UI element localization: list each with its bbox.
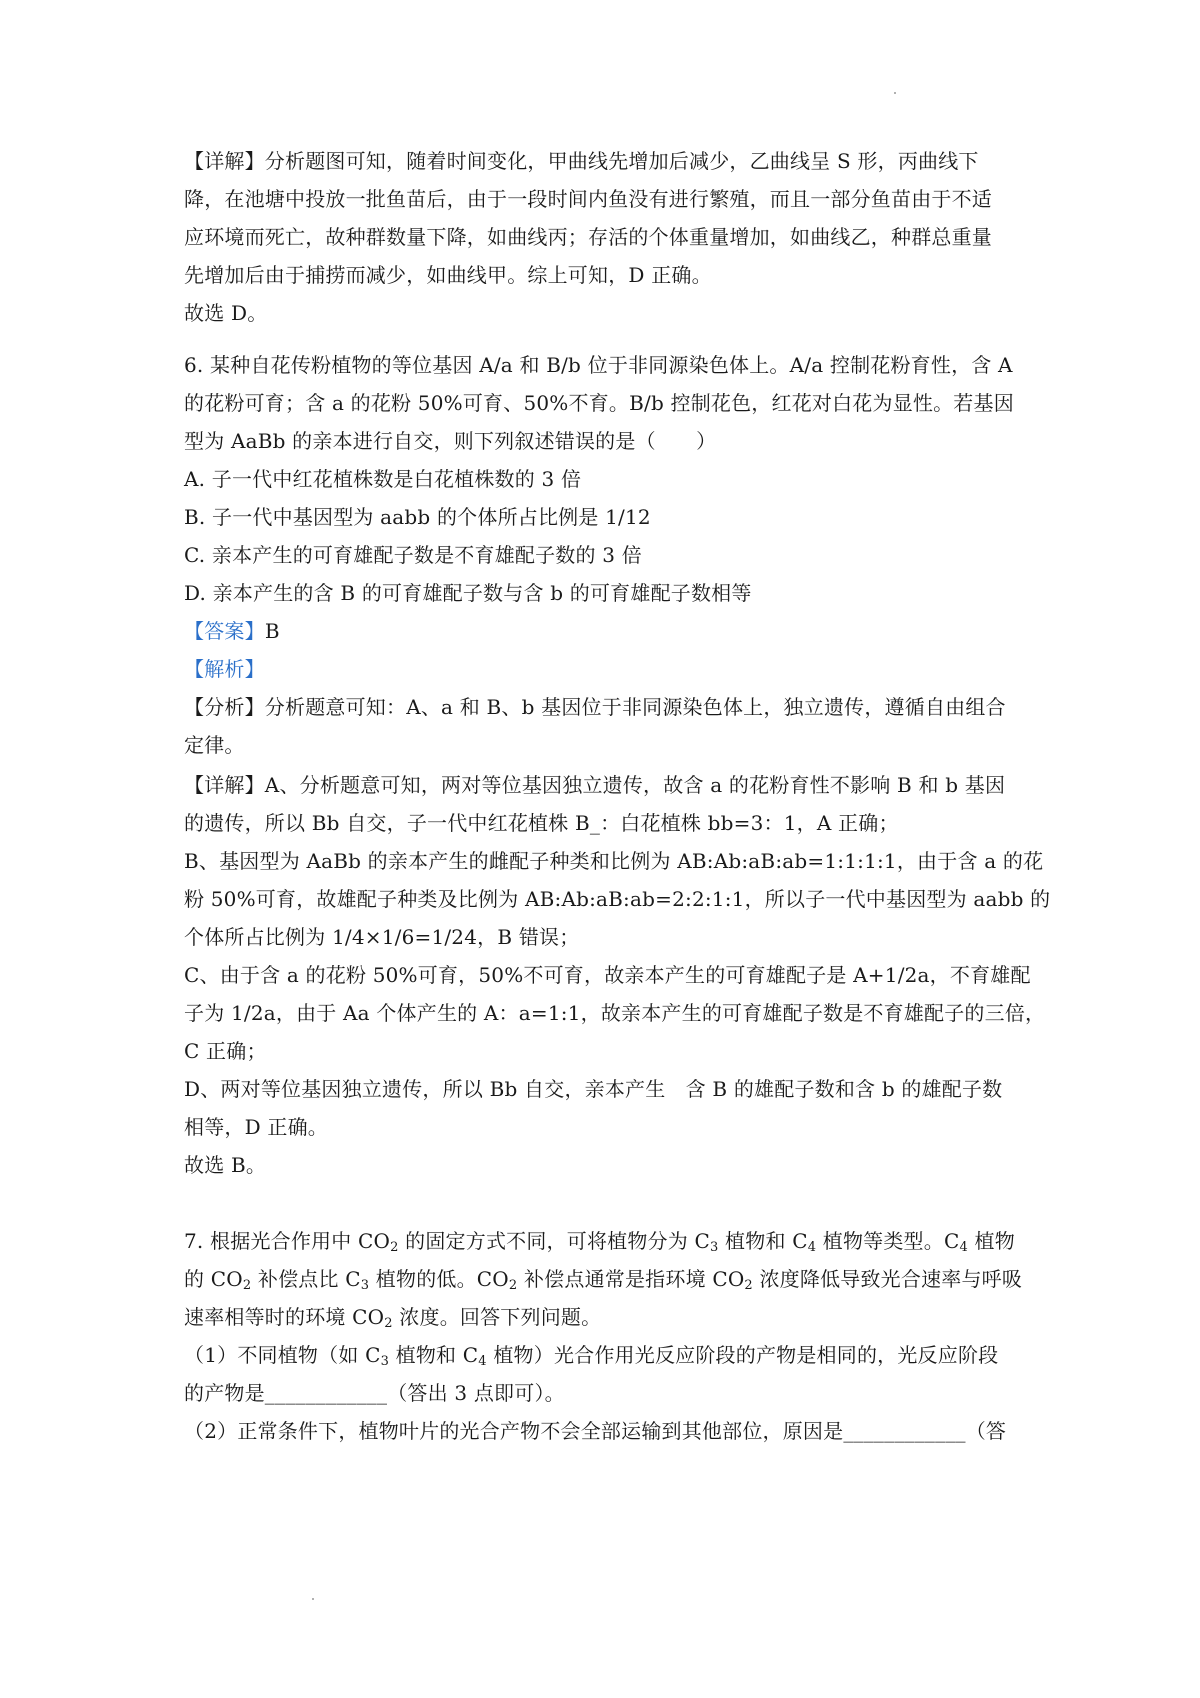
question-7-stem: 的 $CO_2$ 补偿点比 $C_3$ 植物的低。$CO_2$ 补偿点通常是指环境 $CO_2$ 浓度降低导致光合速率与呼吸 — [184, 1267, 1023, 1293]
analysis-line: 定律。 — [184, 733, 245, 757]
detail-line: D、两对等位基因独立遗传，所以 Bb 自交，亲本产生 含 B 的雄配子数和含 b 的雄配子数 — [184, 1077, 1003, 1101]
answer-tag: 【答案】 — [184, 619, 265, 643]
detail-line: 粉 50%可育，故雄配子种类及比例为 AB:Ab:aB:ab=2:2:1:1，所以子一代中基因型为 aabb 的 — [184, 887, 1051, 911]
option-a: A. 子一代中红花植株数是白花植株数的 3 倍 — [184, 467, 582, 491]
detail-line: 【详解】分析题图可知，随着时间变化，甲曲线先增加后减少，乙曲线呈 S 形，丙曲线下 — [184, 149, 979, 173]
question-7-part-1: （1）不同植物（如 $C_3$ 植物和 $C_4$ 植物）光合作用光反应阶段的产物是相同的，光反应阶段 — [184, 1343, 999, 1369]
answer-line — [184, 618, 280, 644]
detail-line: 先增加后由于捕捞而减少，如曲线甲。综上可知，D 正确。 — [184, 263, 712, 287]
question-7-part-1: 的产物是____________（答出 3 点即可）。 — [184, 1381, 565, 1405]
detail-line: C 正确； — [184, 1039, 267, 1063]
detail-line: 相等，D 正确。 — [184, 1115, 328, 1139]
answer-value: B — [264, 619, 280, 643]
question-6-stem: 型为 AaBb 的亲本进行自交，则下列叙述错误的是（ ） — [184, 429, 717, 453]
detail-line: 【详解】A、分析题意可知，两对等位基因独立遗传，故含 a 的花粉育性不影响 B 和 b 基因 — [184, 773, 1006, 797]
scan-speck — [894, 92, 896, 94]
question-7-stem: 7. 根据光合作用中 $CO_2$ 的固定方式不同，可将植物分为 $C_3$ 植物和 $C_4$ 植物等类型。$C_4$ 植物 — [184, 1229, 1015, 1255]
detail-line: 应环境而死亡，故种群数量下降，如曲线丙；存活的个体重量增加，如曲线乙，种群总重量 — [184, 225, 992, 249]
analysis-tag: 【解析】 — [184, 657, 265, 681]
question-7-part-2: （2）正常条件下，植物叶片的光合产物不会全部运输到其他部位，原因是____________（答 — [184, 1419, 1007, 1443]
detail-line: B、基因型为 AaBb 的亲本产生的雌配子种类和比例为 AB:Ab:aB:ab=1:1:1:1，由于含 a 的花 — [184, 849, 1044, 873]
analysis-line: 【分析】分析题意可知：A、a 和 B、b 基因位于非同源染色体上，独立遗传，遵循自由组合 — [184, 695, 1006, 719]
detail-line: 降，在池塘中投放一批鱼苗后，由于一段时间内鱼没有进行繁殖，而且一部分鱼苗由于不适 — [184, 187, 992, 211]
option-b: B. 子一代中基因型为 aabb 的个体所占比例是 1/12 — [184, 505, 651, 529]
detail-line: 的遗传，所以 Bb 自交，子一代中红花植株 B_：白花植株 bb=3：1，A 正确； — [184, 811, 899, 835]
question-6-stem: 6. 某种自花传粉植物的等位基因 A/a 和 B/b 位于非同源染色体上。A/a 控制花粉育性，含 A — [184, 353, 1013, 377]
detail-line: 个体所占比例为 1/4×1/6=1/24，B 错误； — [184, 925, 580, 949]
question-7-stem: 速率相等时的环境 $CO_2$ 浓度。回答下列问题。 — [184, 1305, 602, 1331]
detail-line: 子为 1/2a，由于 Aa 个体产生的 A：a=1:1，故亲本产生的可育雄配子数是不育雄配子的三倍， — [184, 1001, 1046, 1025]
conclusion-line: 故选 B。 — [184, 1153, 267, 1177]
option-d: D. 亲本产生的含 B 的可育雄配子数与含 b 的可育雄配子数相等 — [184, 581, 752, 605]
conclusion-line: 故选 D。 — [184, 301, 268, 325]
option-c: C. 亲本产生的可育雄配子数是不育雄配子数的 3 倍 — [184, 543, 642, 567]
detail-line: C、由于含 a 的花粉 50%可育，50%不可育，故亲本产生的可育雄配子是 A+1/2a，不育雄配 — [184, 963, 1031, 987]
question-6-stem: 的花粉可育；含 a 的花粉 50%可育、50%不育。B/b 控制花色，红花对白花为显性。若基因 — [184, 391, 1014, 415]
scan-speck — [312, 1598, 314, 1600]
